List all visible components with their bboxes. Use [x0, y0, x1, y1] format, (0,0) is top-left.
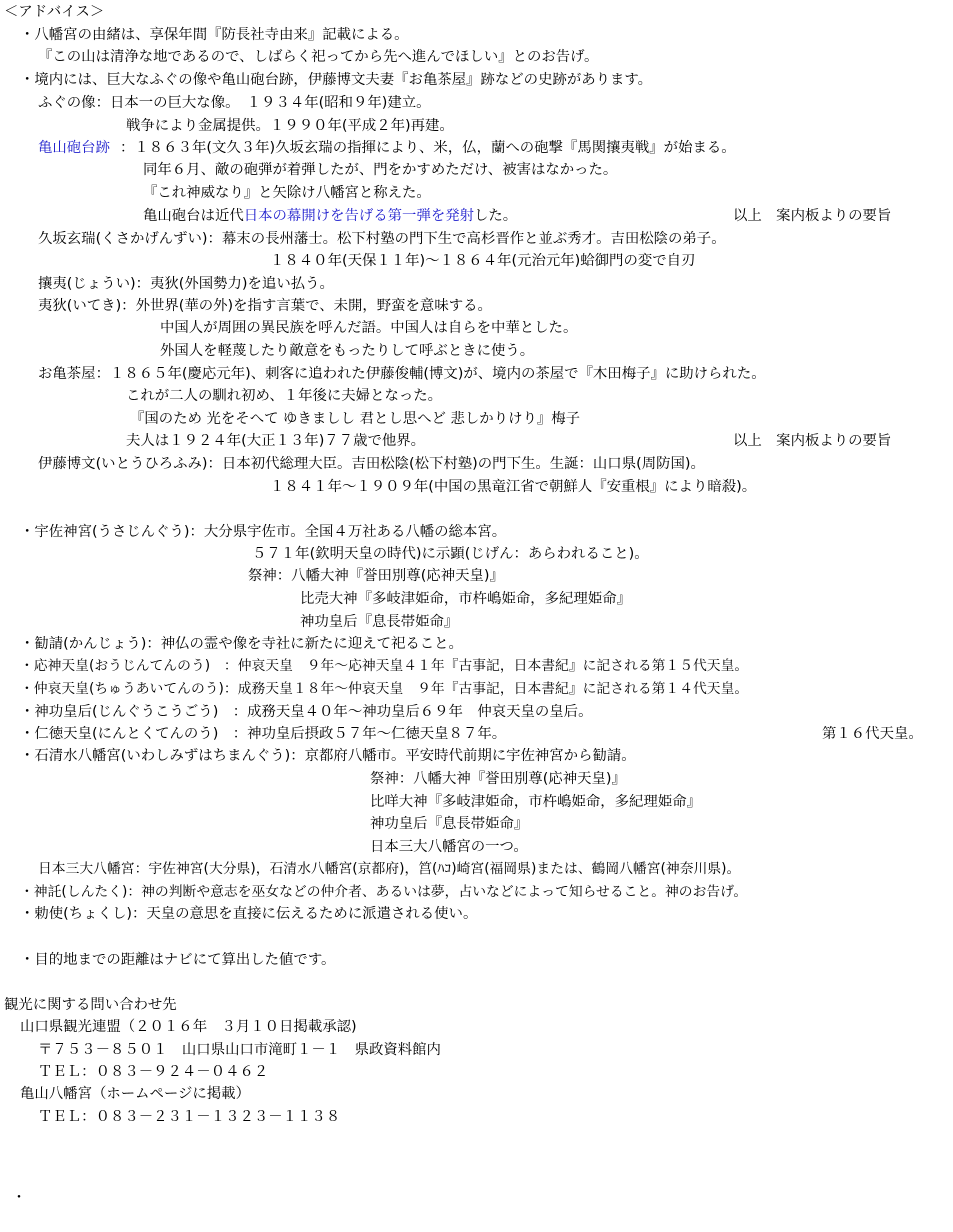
- contact-phone: ＴＥＬ：０８３－９２４－０４６２: [38, 1064, 269, 1080]
- advice-text: した。: [474, 208, 518, 224]
- advice-line: 伊藤博文(いとうひろふみ)：日本初代総理大臣。吉田松陰(松下村塾)の門下生。生誕：山口県(周防国)。: [38, 456, 705, 472]
- advice-line: 『この山は清浄な地であるので、しばらく祀ってから先へ進んでほしい』とのお告げ。: [38, 49, 599, 65]
- contact-org: 亀山八幡宮（ホームページに掲載）: [20, 1086, 250, 1102]
- advice-line: お亀茶屋：１８６５年(慶応元年)、刺客に追われた伊藤俊輔(博文)が、境内の茶屋で『木田梅子』に助けられた。: [38, 366, 766, 382]
- advice-line: 『国のため 光をそへて ゆきましし 君とし思へど 悲しかりけり』梅子: [130, 411, 581, 427]
- advice-line: ・仲哀天皇(ちゅうあいてんのう)：成務天皇１８年～仲哀天皇 ９年『古事記，日本書紀』に記される第１４代天皇。: [20, 681, 749, 697]
- advice-line: 第１６代天皇。: [822, 726, 923, 742]
- advice-line: ・八幡宮の由緒は、享保年間『防長社寺由来』記載による。: [20, 27, 409, 43]
- advice-line: ・宇佐神宮(うさじんぐう)：大分県宇佐市。全国４万社ある八幡の総本宮。: [20, 524, 507, 540]
- advice-line: ・応神天皇(おうじんてんのう) ：仲哀天皇 ９年～応神天皇４１年『古事記，日本書紀』に記される第１５代天皇。: [20, 658, 749, 674]
- advice-line: １８４１年～１９０９年(中国の黒竜江省で朝鮮人『安重根』により暗殺)。: [270, 479, 757, 495]
- advice-line: ・勅使(ちょくし)：天皇の意思を直接に伝えるために派遣される使い。: [20, 906, 478, 922]
- advice-line: 神功皇后『息長帯姫命』: [370, 816, 529, 832]
- advice-line: ・目的地までの距離はナビにて算出した値です。: [20, 952, 336, 968]
- advice-line: 比売大神『多岐津姫命，市杵嶋姫命，多紀理姫命』: [300, 591, 631, 607]
- contact-heading: 観光に関する問い合わせ先: [4, 997, 177, 1013]
- advice-line: ・神託(しんたく)：神の判断や意志を巫女などの仲介者、あるいは夢，占いなどによって知らせること。神のお告げ。: [20, 884, 748, 900]
- first-shot-highlight: 日本の幕開けを告げる第一弾を発射: [243, 208, 475, 224]
- advice-line: 神功皇后『息長帯姫命』: [300, 614, 459, 630]
- kameyama-battery-term: 亀山砲台跡: [38, 140, 110, 156]
- advice-line: ・境内には、巨大なふぐの像や亀山砲台跡，伊藤博文夫妻『お亀茶屋』跡などの史跡があります。: [20, 72, 653, 88]
- advice-line: 『これ神威なり』と矢除け八幡宮と称えた。: [143, 185, 431, 201]
- advice-line: [143, 206, 517, 226]
- advice-line: 夫人は１９２４年(大正１３年)７７歳で他界。: [126, 433, 426, 449]
- advice-line: これが二人の馴れ初め、１年後に夫婦となった。: [126, 388, 443, 404]
- advice-line: 日本三大八幡宮の一つ。: [370, 839, 528, 855]
- advice-line: 戦争により金属提供。１９９０年(平成２年)再建。: [126, 118, 454, 134]
- advice-line: 祭神：八幡大神『誉田別尊(応神天皇)』: [248, 568, 504, 584]
- advice-line: 攘夷(じょうい)：夷狄(外国勢力)を追い払う。: [38, 276, 334, 292]
- advice-line: 夷狄(いてき)：外世界(華の外)を指す言葉で、未開，野蛮を意味する。: [38, 298, 492, 314]
- contact-phone: ＴＥＬ：０８３－２３１－１３２３－１１３８: [38, 1109, 341, 1125]
- advice-line: ５７１年(欽明天皇の時代)に示顕(じげん：あらわれること)。: [252, 546, 649, 562]
- advice-heading: ＜アドバイス＞: [4, 4, 105, 20]
- advice-line: 日本三大八幡宮：宇佐神宮(大分県)，石清水八幡宮(京都府)，筥(ﾊｺ)崎宮(福岡県)または、鶴岡八幡宮(神奈川県)。: [38, 861, 741, 877]
- advice-line: 同年６月、敵の砲弾が着弾したが、門をかすめただけ、被害はなかった。: [143, 162, 618, 178]
- footer-bullet: ・: [12, 1190, 26, 1206]
- source-note: 以上 案内板よりの要旨: [733, 433, 892, 449]
- advice-line: 比咩大神『多岐津姫命，市杵嶋姫命，多紀理姫命』: [370, 794, 701, 810]
- source-note: 以上 案内板よりの要旨: [733, 208, 892, 224]
- advice-line: １８４０年(天保１１年)～１８６４年(元治元年)蛤御門の変で自刃: [270, 253, 696, 269]
- contact-org: 山口県観光連盟（２０１６年 ３月１０日掲載承認): [20, 1019, 357, 1035]
- advice-line: ・石清水八幡宮(いわしみずはちまんぐう)：京都府八幡市。平安時代前期に宇佐神宮から勧請。: [20, 748, 636, 764]
- advice-line: ・仁徳天皇(にんとくてんのう) ：神功皇后摂政５７年～仁徳天皇８７年。: [20, 726, 507, 742]
- advice-line: ・勧請(かんじょう)：神仏の霊や像を寺社に新たに迎えて祀ること。: [20, 636, 463, 652]
- advice-text: 亀山砲台は近代: [143, 208, 244, 224]
- advice-line: ：１８６３年(文久３年)久坂玄瑞の指揮により、米，仏，蘭への砲撃『馬関攘夷戦』が始まる。: [120, 140, 736, 156]
- advice-line: 久坂玄瑞(くさかげんずい)：幕末の長州藩士。松下村塾の門下生で高杉晋作と並ぶ秀才。吉田松陰の弟子。: [38, 231, 726, 247]
- contact-address: 〒７５３－８５０１ 山口県山口市滝町１－１ 県政資料館内: [38, 1042, 441, 1058]
- advice-line: 祭神：八幡大神『誉田別尊(応神天皇)』: [370, 771, 626, 787]
- advice-line: 外国人を軽蔑したり敵意をもったりして呼ぶときに使う。: [160, 343, 535, 359]
- advice-line: 中国人が周囲の異民族を呼んだ語。中国人は自らを中華とした。: [160, 320, 578, 336]
- advice-line: ふぐの像：日本一の巨大な像。 １９３４年(昭和９年)建立。: [38, 95, 431, 111]
- advice-line: ・神功皇后(じんぐうこうごう) ：成務天皇４０年～神功皇后６９年 仲哀天皇の皇后。: [20, 704, 593, 720]
